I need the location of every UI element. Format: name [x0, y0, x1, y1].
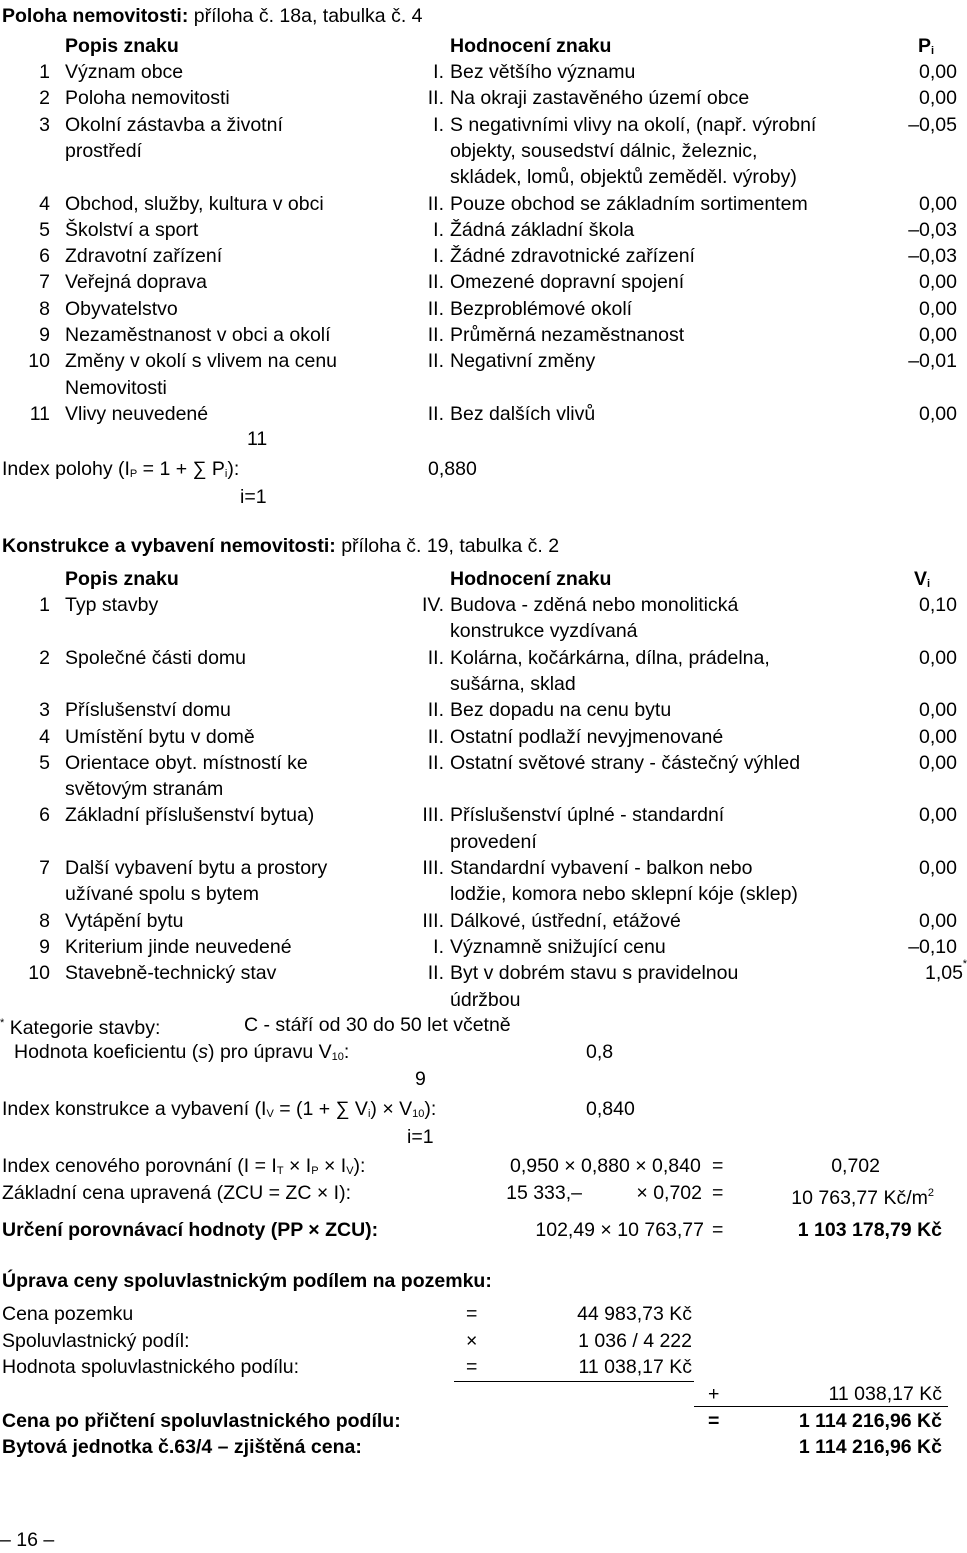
- index-konstrukce-upper: 9: [415, 1068, 426, 1090]
- table-row-number: 4: [39, 192, 50, 215]
- unit-value: 1 114 216,96 Kč: [798, 1436, 942, 1458]
- table-row-evaluation: Bezproblémové okolí: [450, 297, 633, 320]
- table-row-value: 0,00: [919, 297, 957, 320]
- footnote-coefficient-value: 0,8: [586, 1041, 614, 1063]
- table-row-number: 5: [39, 218, 50, 241]
- table-row-evaluation: Bez většího významu: [450, 61, 636, 83]
- table-row-evaluation: údržbou: [450, 988, 521, 1011]
- table-row-grade: I.: [433, 935, 444, 958]
- table-row-description: prostředí: [65, 139, 142, 162]
- table-row-grade: III.: [422, 909, 444, 932]
- pozemek-row-value: 11 038,17 Kč: [578, 1356, 692, 1378]
- zcu-equals: =: [712, 1182, 724, 1204]
- table-row-description: Nezaměstnanost v obci a okolí: [65, 324, 331, 346]
- table-row-value: 0,00: [919, 857, 957, 879]
- zcu-label: Základní cena upravená (ZCU = ZC × I):: [2, 1182, 351, 1204]
- table-row-evaluation: Byt v dobrém stavu s pravidelnou: [450, 962, 739, 985]
- table-row-description: Změny v okolí s vlivem na cenu: [65, 350, 338, 373]
- table-row-value: –0,03: [908, 245, 957, 268]
- table-row-grade: II.: [427, 324, 444, 346]
- table-row-evaluation: Budova - zděná nebo monolitická: [450, 594, 739, 616]
- table-row-description: Příslušenství domu: [65, 699, 231, 722]
- table-row-description: Veřejná doprava: [65, 271, 208, 294]
- table-row-number: 1: [39, 61, 50, 83]
- table-row-grade: II.: [427, 350, 444, 373]
- section1-header-hodnoceni: Hodnocení znaku: [450, 35, 612, 57]
- compare-index-result: 0,702: [831, 1155, 880, 1177]
- table-row-grade: I.: [433, 218, 444, 241]
- pozemek-row-label: Hodnota spoluvlastnického podílu:: [2, 1356, 300, 1378]
- table-row-grade: III.: [422, 857, 444, 879]
- table-row-description: Vlivy neuvedené: [65, 402, 209, 425]
- table-row-grade: II.: [427, 646, 444, 669]
- table-row-evaluation: Omezené dopravní spojení: [450, 271, 685, 294]
- table-row-number: 8: [39, 909, 50, 932]
- table-row-value: –0,01: [908, 350, 957, 373]
- table-row-evaluation: Průměrná nezaměstnanost: [450, 324, 685, 346]
- table-row-value: 0,00: [919, 87, 957, 110]
- table-row-value: 0,00: [919, 699, 957, 722]
- table-row-number: 4: [39, 725, 50, 748]
- table-row-evaluation: Žádná základní škola: [450, 218, 635, 241]
- table-row-grade: I.: [433, 113, 444, 136]
- table-row-description: Školství a sport: [65, 218, 199, 241]
- table-row-number: 7: [39, 271, 50, 294]
- table-row-description: Vytápění bytu: [65, 909, 184, 932]
- table-row-value: 0,00: [919, 192, 957, 215]
- table-row-value: 0,00: [919, 909, 957, 932]
- table-row-value: 0,00: [919, 61, 957, 83]
- table-row-number: 6: [39, 804, 50, 827]
- table-row-number: 2: [39, 646, 50, 669]
- table-row-number: 2: [39, 87, 50, 110]
- table-row-evaluation: Negativní změny: [450, 350, 596, 373]
- table-row-evaluation: Ostatní podlaží nevyjmenované: [450, 725, 724, 748]
- table-row-evaluation: Příslušenství úplné - standardní: [450, 804, 725, 827]
- table-row-description: Kriterium jinde neuvedené: [65, 935, 292, 958]
- table-row-description: Zdravotní zařízení: [65, 245, 223, 268]
- table-row-description: Základní příslušenství bytua): [65, 804, 315, 827]
- table-row-evaluation: Kolárna, kočárkárna, dílna, prádelna,: [450, 646, 770, 669]
- section1-header-symbol: $P_i$: [918, 35, 935, 57]
- table-row-number: 1: [39, 594, 50, 616]
- table-row-grade: II.: [427, 87, 444, 110]
- table-row-description: světovým stranám: [65, 778, 224, 801]
- table-row-description: Obchod, služby, kultura v obci: [65, 192, 324, 215]
- index-konstrukce-value: 0,840: [586, 1098, 635, 1120]
- table-row-number: 3: [39, 113, 50, 136]
- footnote-category: * Kategorie stavby:: [0, 1017, 161, 1039]
- table-row-number: 9: [39, 935, 50, 958]
- index-polohy-upper: 11: [247, 428, 268, 450]
- zcu-factor: × 0,702: [636, 1182, 702, 1204]
- table-row-grade: II.: [427, 699, 444, 722]
- table-row-description: Obyvatelstvo: [65, 297, 178, 320]
- table-row-grade: II.: [427, 271, 444, 294]
- total-value: 1 114 216,96 Kč: [798, 1410, 942, 1432]
- table-row-description: Nemovitosti: [65, 376, 167, 399]
- compare-index-equals: =: [712, 1155, 724, 1177]
- table-row-evaluation: Pouze obchod se základním sortimentem: [450, 192, 808, 215]
- index-polohy-value: 0,880: [428, 458, 477, 480]
- plus-operator: +: [708, 1383, 720, 1405]
- zcu-result: 10 763,77 $Kč/m^2$: [791, 1187, 934, 1209]
- section1-header-popis: Popis znaku: [65, 35, 179, 57]
- table-row-value: 1,05: [925, 962, 963, 985]
- total-operator: =: [708, 1410, 720, 1432]
- table-row-evaluation: lodžie, komora nebo sklepní kóje (sklep): [450, 883, 798, 906]
- table-row-description: Poloha nemovitosti: [65, 87, 230, 110]
- pozemek-row-operator: =: [466, 1303, 478, 1325]
- pp-equals: =: [712, 1219, 724, 1241]
- table-row-description: Společné části domu: [65, 646, 247, 669]
- table-row-description: Umístění bytu v domě: [65, 725, 255, 748]
- table-row-evaluation: Standardní vybavení - balkon nebo: [450, 857, 753, 879]
- table-row-value: –0,10: [908, 935, 957, 958]
- table-row-evaluation: skládek, lomů, objektů zeměděl. výroby): [450, 166, 797, 189]
- table-row-number: 10: [28, 350, 50, 373]
- table-row-value: 0,00: [919, 725, 957, 748]
- table-row-value: 0,00: [919, 646, 957, 669]
- table-row-description: Význam obce: [65, 61, 184, 83]
- table-row-grade: II.: [427, 402, 444, 425]
- pozemek-row-operator: ×: [466, 1329, 478, 1352]
- table-row-grade: IV.: [421, 594, 444, 616]
- table-row-description: Okolní zástavba a životní: [65, 113, 283, 136]
- table-row-evaluation: S negativními vlivy na okolí, (např. výrobní: [450, 113, 817, 136]
- table-row-description: Orientace obyt. místností ke: [65, 751, 308, 774]
- table-row-evaluation: Ostatní světové strany - částečný výhled: [450, 751, 801, 774]
- table-row-value-mark: *: [962, 958, 967, 971]
- footnote-coefficient: Hodnota koeficientu (s) pro úpravu $V_{10}$:: [14, 1041, 350, 1063]
- pozemek-row-value: 44 983,73 Kč: [577, 1303, 692, 1325]
- section2-title: Konstrukce a vybavení nemovitosti: příloha č. 19, tabulka č. 2: [2, 535, 560, 557]
- section2-header-symbol: $V_i$: [914, 568, 931, 590]
- table-row-grade: III.: [422, 804, 444, 827]
- table-row-number: 5: [39, 751, 50, 774]
- table-row-value: 0,00: [919, 402, 957, 425]
- divider-line-2: [694, 1406, 948, 1407]
- pp-expression: 102,49 × 10 763,77: [535, 1219, 704, 1241]
- table-row-evaluation: Bez dopadu na cenu bytu: [450, 699, 672, 722]
- table-row-evaluation: Žádné zdravotnické zařízení: [450, 245, 695, 268]
- page-number: – 16 –: [0, 1529, 55, 1551]
- table-row-number: 8: [39, 297, 50, 320]
- pp-result: 1 103 178,79 Kč: [797, 1219, 942, 1241]
- table-row-number: 11: [29, 402, 50, 425]
- table-row-grade: II.: [427, 962, 444, 985]
- index-konstrukce-formula: Index konstrukce a vybavení ($I_V = (1$ + ∑ $V_i) \times V_{10}$):: [2, 1098, 437, 1120]
- table-row-description: užívané spolu s bytem: [65, 883, 260, 906]
- table-row-grade: I.: [433, 245, 444, 268]
- table-row-evaluation: konstrukce vyzdívaná: [450, 620, 638, 643]
- footnote-category-value: C - stáří od 30 do 50 let včetně: [244, 1014, 511, 1036]
- table-row-value: –0,05: [908, 113, 957, 136]
- table-row-evaluation: Dálkové, ústřední, etážové: [450, 909, 681, 932]
- table-row-number: 9: [39, 324, 50, 346]
- pozemek-row-operator: =: [466, 1356, 478, 1378]
- table-row-number: 7: [39, 857, 50, 879]
- table-row-number: 3: [39, 699, 50, 722]
- pp-label: Určení porovnávací hodnoty (PP × ZCU):: [2, 1219, 379, 1241]
- table-row-value: 0,00: [919, 751, 957, 774]
- table-row-description: Další vybavení bytu a prostory: [65, 857, 328, 879]
- zcu-base: 15 333,–: [506, 1182, 582, 1204]
- unit-label: Bytová jednotka č.63/4 – zjištěná cena:: [2, 1436, 362, 1458]
- section3-title: Úprava ceny spoluvlastnickým podílem na pozemku:: [2, 1270, 492, 1292]
- divider-line-1: [454, 1381, 694, 1382]
- table-row-grade: II.: [427, 297, 444, 320]
- compare-index-expression: 0,950 × 0,880 × 0,840: [510, 1155, 701, 1177]
- table-row-evaluation: provedení: [450, 830, 537, 853]
- table-row-value: 0,00: [919, 271, 957, 294]
- table-row-grade: I.: [433, 61, 444, 83]
- table-row-evaluation: Významně snižující cenu: [450, 935, 666, 958]
- index-polohy-formula: Index polohy ($I_P = 1$ + ∑ $P_i$):: [2, 458, 240, 480]
- table-row-number: 10: [28, 962, 50, 985]
- table-row-description: Typ stavby: [65, 594, 159, 616]
- section2-header-hodnoceni: Hodnocení znaku: [450, 568, 612, 590]
- table-row-value: 0,00: [919, 804, 957, 827]
- pozemek-row-label: Cena pozemku: [2, 1303, 134, 1325]
- pozemek-row-label: Spoluvlastnický podíl:: [2, 1329, 190, 1352]
- index-konstrukce-lower: i=1: [407, 1126, 434, 1148]
- table-row-evaluation: objekty, sousedství dálnic, železnic,: [450, 139, 758, 162]
- table-row-value: 0,10: [919, 594, 957, 616]
- pozemek-row-value: 1 036 / 4 222: [578, 1329, 692, 1352]
- table-row-description: Stavebně-technický stav: [65, 962, 277, 985]
- table-row-grade: II.: [427, 751, 444, 774]
- table-row-number: 6: [39, 245, 50, 268]
- index-polohy-lower: i=1: [240, 486, 267, 508]
- table-row-evaluation: Bez dalších vlivů: [450, 402, 596, 425]
- table-row-evaluation: Na okraji zastavěného území obce: [450, 87, 750, 110]
- compare-index-label: Index cenového porovnání $(I = I_T \times I_P \times I_V)$:: [2, 1155, 366, 1177]
- plus-value: 11 038,17 Kč: [828, 1383, 942, 1405]
- table-row-value: –0,03: [908, 218, 957, 241]
- section2-header-popis: Popis znaku: [65, 568, 179, 590]
- table-row-evaluation: sušárna, sklad: [450, 672, 576, 695]
- total-label: Cena po přičtení spoluvlastnického podílu:: [2, 1410, 401, 1432]
- table-row-grade: II.: [427, 192, 444, 215]
- table-row-value: 0,00: [919, 324, 957, 346]
- section1-title: Poloha nemovitosti: příloha č. 18a, tabulka č. 4: [2, 5, 423, 27]
- table-row-grade: II.: [427, 725, 444, 748]
